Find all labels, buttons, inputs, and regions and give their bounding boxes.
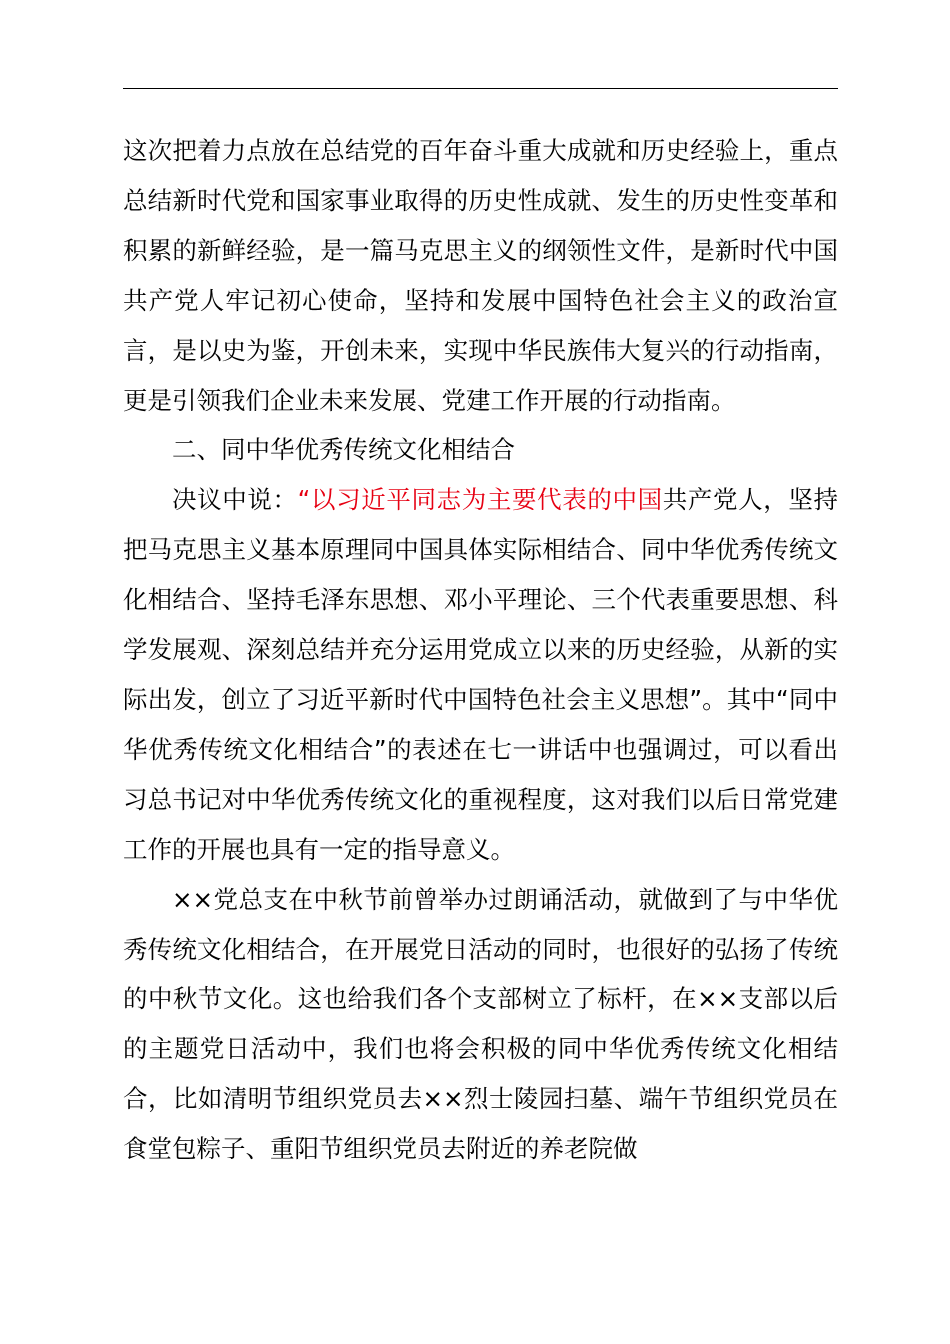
section-heading: 二、同中华优秀传统文化相结合 bbox=[172, 435, 515, 465]
paragraph-rest: 共产党人，坚持把马克思主义基本原理同中国具体实际相结合、同中华优秀传统文化相结合、坚持毛泽东思想、邓小平理论、三个代表重要思想、科学发展观、深刻总结并充分运用党成立以来的历史经验，从新的实际出发，创立了习近平新时代中国特色社会主义思想”。其中“同中华优秀传统文化相结合”的表述在七一讲话中也强调过，可以看出习总书记对中华优秀传统文化的重视程度，这对我们以后日常党建工作的开展也具有一定的指导意义。 bbox=[123, 485, 838, 864]
document-body bbox=[123, 126, 838, 1174]
highlighted-quote: “以习近平同志为主要代表的中国 bbox=[297, 485, 663, 515]
paragraph-branch-activity: ××党总支在中秋节前曾举办过朗诵活动，就做到了与中华优秀传统文化相结合，在开展党日活动的同时，也很好的弘扬了传统的中秋节文化。这也给我们各个支部树立了标杆，在××支部以后的主题党日活动中，我们也将会积极的同中华优秀传统文化相结合，比如清明节组织党员去××烈士陵园扫墓、端午节组织党员在食堂包粽子、重阳节组织党员去附近的养老院做 bbox=[123, 884, 838, 1164]
paragraph-lead: 决议中说： bbox=[172, 485, 298, 515]
header-rule bbox=[123, 88, 838, 89]
paragraph-resolution-quote bbox=[123, 475, 838, 874]
paragraph-continuation: 这次把着力点放在总结党的百年奋斗重大成就和历史经验上，重点总结新时代党和国家事业取得的历史性成就、发生的历史性变革和积累的新鲜经验，是一篇马克思主义的纲领性文件，是新时代中国共产党人牢记初心使命，坚持和发展中国特色社会主义的政治宣言，是以史为鉴，开创未来，实现中华民族伟大复兴的行动指南，更是引领我们企业未来发展、党建工作开展的行动指南。 bbox=[123, 136, 838, 415]
